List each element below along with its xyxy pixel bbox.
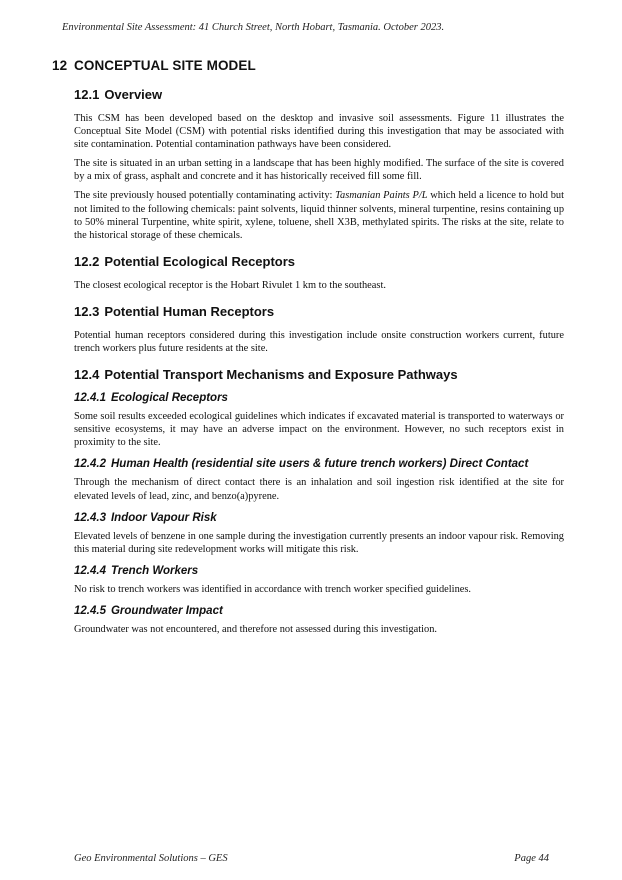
subsubsection-title: Indoor Vapour Risk bbox=[110, 511, 217, 524]
subsubsection-title: Ecological Receptors bbox=[110, 392, 228, 405]
subsection-heading-ecological-receptors bbox=[74, 254, 564, 269]
paragraph bbox=[74, 189, 564, 241]
subsection-title: Potential Human Receptors bbox=[104, 303, 275, 319]
subsection-number: 12.3 bbox=[74, 303, 100, 319]
subsection-number: 12.1 bbox=[74, 87, 100, 102]
subsubsection-number: 12.4.1 bbox=[74, 392, 106, 405]
document-body bbox=[52, 58, 565, 642]
subsection-heading-overview bbox=[74, 87, 564, 102]
subsubsection-heading-groundwater bbox=[74, 605, 564, 617]
paragraph: Elevated levels of benzene in one sample during the investigation currently presents an indoor vapour risk. Removing this material during site redevelopment works will mitigate this risk. bbox=[74, 530, 564, 555]
subsection-heading-transport-mechanisms bbox=[74, 367, 564, 382]
subsection-title: Potential Transport Mechanisms and Exposure Pathways bbox=[104, 367, 458, 383]
subsubsection-number: 12.4.5 bbox=[74, 604, 106, 617]
paragraph-text: which held a licence to hold but not limited to the following chemicals: paint solvents, liquid thinner solvents, mineral turpentine, resins containing up to 50% mineral Turpentine, white spirit, xylene, toluene, shell X3B, methylated spirits. The risks at the site, relate to the historical storage of these chemicals. bbox=[74, 190, 565, 241]
subsubsection-heading-ecological bbox=[74, 392, 564, 404]
subsubsection-heading-trench-workers bbox=[74, 565, 564, 577]
paragraph: Some soil results exceeded ecological guidelines which indicates if excavated material is transported to waterways or sensitive ecosystems, it may have an adverse impact on the environment. However, no such receptors exist in proximity to the site. bbox=[74, 411, 564, 449]
subsection-title: Overview bbox=[104, 87, 163, 102]
section-title: CONCEPTUAL SITE MODEL bbox=[74, 58, 256, 73]
subsubsection-number: 12.4.2 bbox=[74, 458, 106, 471]
subsubsection-heading-direct-contact bbox=[74, 458, 564, 470]
paragraph: This CSM has been developed based on the desktop and invasive soil assessments. Figure 11 illustrates the Conceptual Site Model (CSM) with potential risks identified during this investigation that may be associated with site contamination. Potential contamination pathways have been considered. bbox=[74, 113, 564, 151]
paragraph: The site is situated in an urban setting in a landscape that has been highly modified. The surface of the site is covered by a mix of grass, asphalt and concrete and it has historically received fill some fill. bbox=[74, 158, 564, 183]
subsection-heading-human-receptors bbox=[74, 304, 564, 319]
paragraph-text: The site previously housed potentially contaminating activity: bbox=[74, 190, 336, 202]
paragraph: Groundwater was not encountered, and therefore not assessed during this investigation. bbox=[74, 623, 437, 635]
subsection-number: 12.2 bbox=[74, 253, 100, 269]
paragraph: No risk to trench workers was identified in accordance with trench worker specified guidelines. bbox=[74, 583, 472, 595]
subsection-title: Potential Ecological Receptors bbox=[104, 253, 296, 269]
paragraph: Through the mechanism of direct contact there is an inhalation and soil ingestion risk identified at the site for elevated levels of lead, zinc, and benzo(a)pyrene. bbox=[74, 477, 564, 502]
section-number: 12 bbox=[52, 58, 68, 73]
subsubsection-number: 12.4.3 bbox=[74, 511, 106, 524]
subsection-number: 12.4 bbox=[74, 367, 100, 383]
page-header: Environmental Site Assessment: 41 Church Street, North Hobart, Tasmania. October 2023. bbox=[62, 22, 445, 33]
footer-company: Geo Environmental Solutions – GES bbox=[74, 853, 228, 864]
subsubsection-number: 12.4.4 bbox=[74, 564, 106, 577]
company-name: Tasmanian Paints P/L bbox=[335, 190, 428, 202]
section-heading bbox=[52, 58, 564, 73]
page-number: Page 44 bbox=[514, 853, 549, 864]
subsubsection-title: Trench Workers bbox=[110, 564, 199, 577]
paragraph: The closest ecological receptor is the Hobart Rivulet 1 km to the southeast. bbox=[74, 279, 386, 291]
subsubsection-title: Human Health (residential site users & future trench workers) Direct Contact bbox=[110, 458, 529, 471]
subsubsection-heading-indoor-vapour bbox=[74, 512, 564, 524]
subsubsection-title: Groundwater Impact bbox=[110, 604, 223, 617]
paragraph: Potential human receptors considered during this investigation include onsite construction workers current, future trench workers plus future residents at the site. bbox=[74, 329, 564, 355]
